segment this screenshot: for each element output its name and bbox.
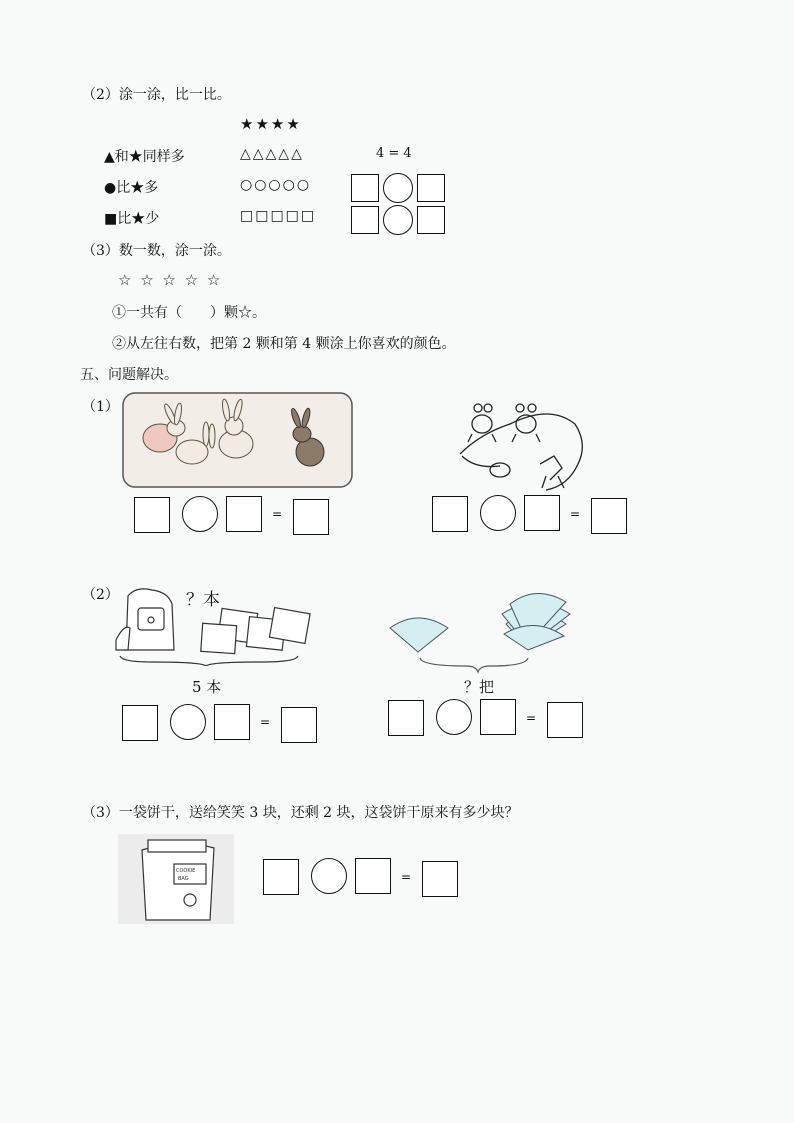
unknown-books-label: ？本 <box>186 590 220 610</box>
question-2: ②从左往右数，把第 2 颗和第 4 颗涂上你喜欢的颜色。 <box>112 336 456 352</box>
operator-circle[interactable] <box>182 496 218 532</box>
answer-box[interactable] <box>524 495 560 531</box>
answer-box[interactable] <box>122 705 158 741</box>
operator-circle[interactable] <box>383 205 413 235</box>
fans-illustration <box>386 588 586 674</box>
answer-box[interactable] <box>134 497 170 533</box>
answer-box[interactable] <box>480 699 516 735</box>
frogs-illustration <box>450 394 590 492</box>
svg-text:COOKIE: COOKIE <box>176 868 196 874</box>
problem-1-number: （1） <box>82 399 119 415</box>
section-3-heading: （3）数一数，涂一涂。 <box>82 243 231 259</box>
answer-box[interactable] <box>263 859 299 895</box>
row3-shapes: □□□□□ <box>240 208 317 224</box>
star-row: ★★★★ <box>240 115 302 133</box>
operator-circle[interactable] <box>383 173 413 203</box>
row3-label: ■比★少 <box>104 211 160 227</box>
equals-sign: = <box>526 711 537 725</box>
result-box[interactable] <box>591 498 627 534</box>
result-box[interactable] <box>293 499 329 535</box>
unknown-fans-label: ？把 <box>464 678 495 696</box>
answer-box[interactable] <box>417 206 445 234</box>
operator-circle[interactable] <box>170 704 206 740</box>
equals-sign: = <box>401 870 412 884</box>
row1-answer: 4 = 4 <box>376 146 412 161</box>
svg-text:BAG: BAG <box>178 876 189 882</box>
result-box[interactable] <box>281 707 317 743</box>
answer-box[interactable] <box>355 858 391 894</box>
equals-sign: = <box>260 715 271 729</box>
total-books-label: 5 本 <box>192 678 222 696</box>
answer-box[interactable] <box>351 206 379 234</box>
answer-box[interactable] <box>388 700 424 736</box>
result-box[interactable] <box>547 702 583 738</box>
problem-2-number: （2） <box>82 587 119 603</box>
answer-box[interactable] <box>432 496 468 532</box>
answer-box[interactable] <box>351 174 379 202</box>
equals-sign: = <box>570 507 581 521</box>
result-box[interactable] <box>422 861 458 897</box>
answer-box[interactable] <box>226 496 262 532</box>
operator-circle[interactable] <box>480 495 516 531</box>
row1-shapes: △△△△△ <box>240 146 304 162</box>
answer-box[interactable] <box>214 704 250 740</box>
section-2-heading: （2）涂一涂，比一比。 <box>82 87 231 103</box>
operator-circle[interactable] <box>436 699 472 735</box>
section-5-title: 五、问题解决。 <box>80 367 178 383</box>
rabbits-illustration <box>120 390 356 490</box>
cookie-bag-illustration <box>118 834 234 924</box>
question-1: ①一共有（ ）颗☆。 <box>112 305 266 321</box>
row1-label: ▲和★同样多 <box>104 149 185 165</box>
answer-box[interactable] <box>417 174 445 202</box>
operator-circle[interactable] <box>311 858 347 894</box>
row2-label: ●比★多 <box>104 180 159 196</box>
hollow-star-row: ☆ ☆ ☆ ☆ ☆ <box>118 271 223 289</box>
equals-sign: = <box>272 507 283 521</box>
row2-shapes: ○○○○○ <box>240 177 312 193</box>
problem-3-text: （3）一袋饼干，送给笑笑 3 块，还剩 2 块，这袋饼干原来有多少块？ <box>82 805 519 821</box>
